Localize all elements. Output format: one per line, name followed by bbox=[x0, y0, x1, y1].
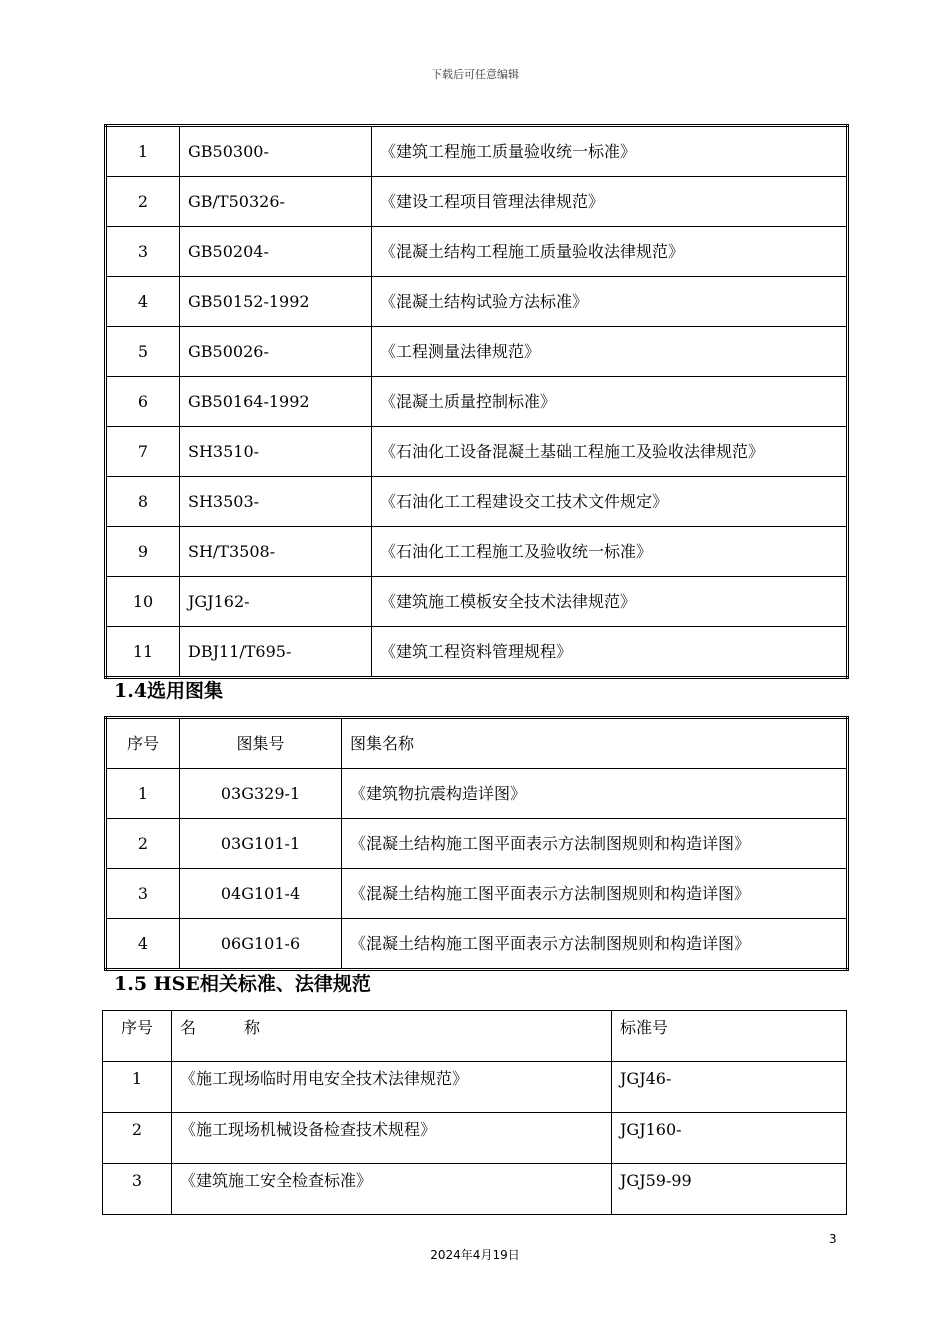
cell-no: 2 bbox=[106, 177, 180, 227]
table-row bbox=[106, 327, 848, 377]
cell-name: 《建筑工程施工质量验收统一标准》 bbox=[372, 126, 848, 177]
table-row bbox=[106, 869, 848, 919]
cell-name: 《石油化工设备混凝土基础工程施工及验收法律规范》 bbox=[372, 427, 848, 477]
cell-code: 04G101-4 bbox=[180, 869, 342, 919]
cell-code: DBJ11/T695- bbox=[180, 627, 372, 678]
cell-no: 9 bbox=[106, 527, 180, 577]
table-row bbox=[106, 427, 848, 477]
table-row bbox=[103, 1164, 847, 1215]
section-heading-hse: 1.5 HSE相关标准、法律规范 bbox=[114, 973, 371, 995]
cell-code: JGJ162- bbox=[180, 577, 372, 627]
header-no: 序号 bbox=[103, 1011, 172, 1062]
cell-name: 《建筑施工安全检查标准》 bbox=[172, 1164, 612, 1215]
cell-no: 5 bbox=[106, 327, 180, 377]
header-name: 图集名称 bbox=[342, 718, 848, 769]
cell-name: 《石油化工工程建设交工技术文件规定》 bbox=[372, 477, 848, 527]
cell-no: 2 bbox=[103, 1113, 172, 1164]
cell-no: 6 bbox=[106, 377, 180, 427]
table-row bbox=[106, 477, 848, 527]
header-code: 标准号 bbox=[612, 1011, 847, 1062]
cell-no: 3 bbox=[103, 1164, 172, 1215]
table-header-row bbox=[106, 718, 848, 769]
header-no: 序号 bbox=[106, 718, 180, 769]
cell-name: 《施工现场临时用电安全技术法律规范》 bbox=[172, 1062, 612, 1113]
standards-table bbox=[104, 124, 849, 679]
cell-name: 《工程测量法律规范》 bbox=[372, 327, 848, 377]
cell-no: 1 bbox=[106, 126, 180, 177]
cell-name: 《混凝土结构施工图平面表示方法制图规则和构造详图》 bbox=[342, 819, 848, 869]
cell-name: 《混凝土结构工程施工质量验收法律规范》 bbox=[372, 227, 848, 277]
cell-name: 《混凝土结构施工图平面表示方法制图规则和构造详图》 bbox=[342, 869, 848, 919]
table-row bbox=[106, 277, 848, 327]
cell-code: GB50152-1992 bbox=[180, 277, 372, 327]
cell-code: SH/T3508- bbox=[180, 527, 372, 577]
table-row bbox=[106, 377, 848, 427]
table-row bbox=[103, 1062, 847, 1113]
table-row bbox=[106, 577, 848, 627]
page-header: 下载后可任意编辑 bbox=[431, 68, 519, 81]
cell-name: 《施工现场机械设备检查技术规程》 bbox=[172, 1113, 612, 1164]
cell-code: GB/T50326- bbox=[180, 177, 372, 227]
cell-no: 3 bbox=[106, 869, 180, 919]
cell-name: 《石油化工工程施工及验收统一标准》 bbox=[372, 527, 848, 577]
table-row bbox=[103, 1113, 847, 1164]
cell-code: 06G101-6 bbox=[180, 919, 342, 970]
table-row bbox=[106, 126, 848, 177]
table-row bbox=[106, 819, 848, 869]
cell-code: JGJ46- bbox=[612, 1062, 847, 1113]
cell-no: 1 bbox=[106, 769, 180, 819]
cell-code: 03G101-1 bbox=[180, 819, 342, 869]
atlas-table bbox=[104, 716, 849, 971]
cell-no: 11 bbox=[106, 627, 180, 678]
cell-code: SH3503- bbox=[180, 477, 372, 527]
table-row bbox=[106, 769, 848, 819]
cell-name: 《建设工程项目管理法律规范》 bbox=[372, 177, 848, 227]
table-row bbox=[106, 527, 848, 577]
cell-code: SH3510- bbox=[180, 427, 372, 477]
cell-code: 03G329-1 bbox=[180, 769, 342, 819]
cell-code: JGJ160- bbox=[612, 1113, 847, 1164]
cell-no: 10 bbox=[106, 577, 180, 627]
cell-name: 《建筑物抗震构造详图》 bbox=[342, 769, 848, 819]
table-row bbox=[106, 177, 848, 227]
table-row bbox=[106, 919, 848, 970]
cell-code: GB50164-1992 bbox=[180, 377, 372, 427]
cell-no: 8 bbox=[106, 477, 180, 527]
footer-date: 2024年4月19日 bbox=[430, 1248, 520, 1262]
cell-code: GB50026- bbox=[180, 327, 372, 377]
cell-no: 4 bbox=[106, 919, 180, 970]
table-header-row bbox=[103, 1011, 847, 1062]
hse-table bbox=[102, 1010, 847, 1215]
page-number: 3 bbox=[829, 1232, 837, 1246]
cell-name: 《建筑施工模板安全技术法律规范》 bbox=[372, 577, 848, 627]
cell-code: GB50204- bbox=[180, 227, 372, 277]
header-name: 名 称 bbox=[172, 1011, 612, 1062]
cell-no: 7 bbox=[106, 427, 180, 477]
cell-no: 4 bbox=[106, 277, 180, 327]
cell-name: 《混凝土结构施工图平面表示方法制图规则和构造详图》 bbox=[342, 919, 848, 970]
header-code: 图集号 bbox=[180, 718, 342, 769]
table-row bbox=[106, 227, 848, 277]
cell-no: 3 bbox=[106, 227, 180, 277]
cell-code: JGJ59-99 bbox=[612, 1164, 847, 1215]
cell-name: 《混凝土质量控制标准》 bbox=[372, 377, 848, 427]
cell-code: GB50300- bbox=[180, 126, 372, 177]
cell-name: 《混凝土结构试验方法标准》 bbox=[372, 277, 848, 327]
section-heading-atlas: 1.4选用图集 bbox=[114, 680, 224, 702]
table-row bbox=[106, 627, 848, 678]
cell-no: 1 bbox=[103, 1062, 172, 1113]
cell-no: 2 bbox=[106, 819, 180, 869]
cell-name: 《建筑工程资料管理规程》 bbox=[372, 627, 848, 678]
